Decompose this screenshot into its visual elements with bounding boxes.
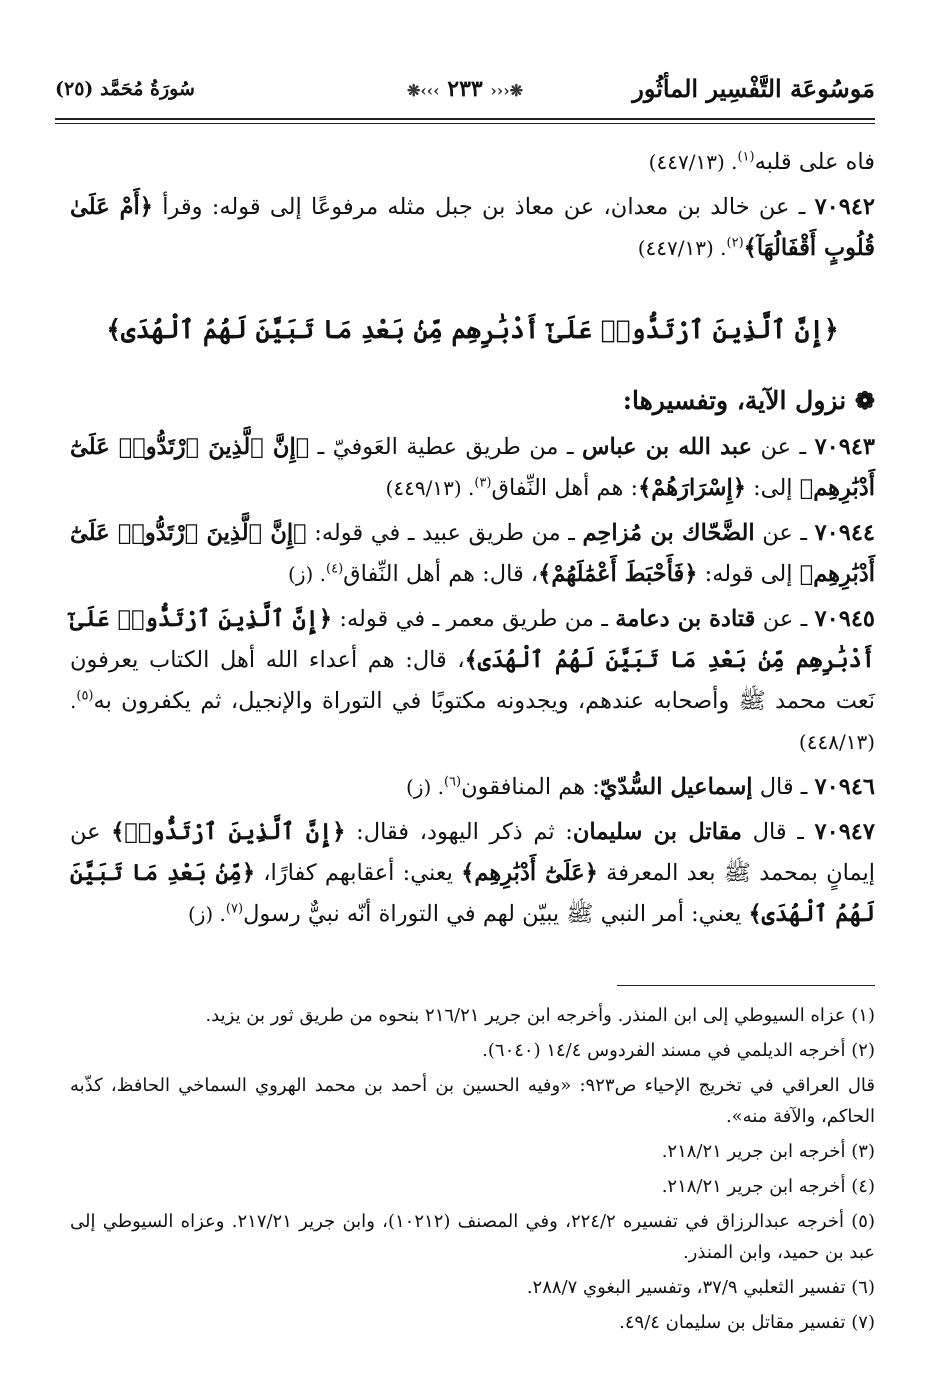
footnote: (٣) أخرجه ابن جرير ٢١٨/٢١. <box>661 1141 875 1162</box>
entry-text: ، قال: هم أعداء الله أهل الكتاب يعرفون نَعت محمد ﷺ وأصحابه عندهم، ويجدونه مكتوبًا في التوراة والإنجيل، ثم يكفرون به <box>70 647 875 714</box>
reference: . (٤٤٩/١٣) <box>385 476 475 500</box>
quran-quote: ﴿مِّنۢ بَعْدِ مَا تَبَيَّنَ لَهُمُ ٱلْهُدَى﴾ <box>70 860 875 927</box>
section-heading <box>70 380 875 421</box>
entry-text: ـ من طريق عطية العَوفيّ ـ <box>309 434 583 460</box>
narrator-name: عبد الله بن عباس <box>582 434 753 460</box>
entry-number: ٧٠٩٤٣ <box>814 434 876 460</box>
quran-quote: ﴿إِسْرَارَهُمْ﴾ <box>638 475 746 501</box>
entry-70943 <box>70 427 875 509</box>
reference: . (ز) <box>187 902 226 926</box>
narrator-name: مقاتل بن سليمان <box>572 819 742 845</box>
ornament-icon: ❋‹‹‹ <box>490 81 524 100</box>
footnote-marker: (٥) <box>76 688 94 704</box>
entry-text: ـ قال <box>742 819 815 845</box>
quran-quote: ﴿إِنَّ ٱلَّذِينَ ٱرْتَدُّوا۟ عَلَىٰٓ أَدْبَٰرِهِم مِّنۢ بَعْدِ مَا تَبَيَّنَ لَهُمُ ٱلْهُدَى﴾ <box>70 606 875 673</box>
entry-text: ـ عن خالد بن معدان، عن معاذ بن جبل مثله مرفوعًا إلى قوله: وقرأ <box>152 194 815 220</box>
quran-quote: ﴿عَلَىٰٓ أَدْبَٰرِهِم﴾ <box>461 860 598 886</box>
surah-name: سُورَةُ مُحَمَّد (٢٥) <box>55 78 195 100</box>
entry-text: ـ عن <box>755 606 815 632</box>
entry-text: ـ عن <box>752 434 815 460</box>
footnote: قال العراقي في تخريج الإحياء ص٩٢٣: «وفيه الحسين بن أحمد بن محمد الهروي السماخي الحافظ، كذّبه الحاكم، والآفة منه». <box>70 1075 875 1127</box>
quran-quote: ﴿إِنَّ ٱلَّذِينَ ٱرْتَدُّوا۟ عَلَىٰٓ أَدْبَٰرِهِم﴾ <box>70 520 875 587</box>
narrator-name: الضَّحّاك بن مُزاحِم <box>582 520 755 546</box>
footnote-marker: (٢) <box>726 235 744 251</box>
ayah-heading: ﴿إِنَّ ٱلَّذِينَ ٱرْتَدُّوا۟ عَلَىٰٓ أَدْبَٰرِهِم مِّنۢ بَعْدِ مَا تَبَيَّنَ لَهُمُ ٱلْهُدَى﴾ <box>106 315 839 344</box>
quran-quote: ﴿فَأَحْبَطَ أَعْمَٰلَهُمْ﴾ <box>538 561 698 587</box>
entry-text: إلى: <box>745 475 800 501</box>
quran-quote: ﴿إِنَّ ٱلَّذِينَ ٱرْتَدُّوا۟﴾ <box>111 819 346 845</box>
footnote-rule <box>617 985 875 986</box>
footnote: (٦) تفسير الثعلبي ٣٧/٩، وتفسير البغوي ٢٨٨/٧. <box>526 1277 875 1298</box>
main-text <box>70 142 875 939</box>
reference: . (٤٤٨/١٣) <box>70 689 875 754</box>
entry-text: ـ عن <box>754 520 815 546</box>
entry-number: ٧٠٩٤٧ <box>814 819 875 845</box>
footnote: (٤) أخرجه ابن جرير ٢١٨/٢١. <box>661 1176 875 1197</box>
entry-text: عن إيمانٍ بمحمد ﷺ بعد المعرفة <box>70 819 876 886</box>
quran-quote: ﴿أَمْ عَلَىٰ قُلُوبٍ أَقْفَالُهَآ﴾ <box>70 194 875 261</box>
section-title: نزول الآية، وتفسيرها: <box>622 386 847 415</box>
footnote-marker: (١) <box>737 149 755 165</box>
entry-70945 <box>70 599 875 763</box>
continued-paragraph <box>70 142 875 183</box>
flower-icon: ❁ <box>854 386 875 415</box>
entry-number: ٧٠٩٤٦ <box>814 774 875 800</box>
footnote: (١) عزاه السيوطي إلى ابن المنذر. وأخرجه ابن جرير ٢١٦/٢١ بنحوه من طريق ثور بن يزيد. <box>205 1005 875 1026</box>
footnote: (٥) أخرجه عبدالرزاق في تفسيره ٢٢٤/٢، وفي المصنف (١٠٢١٢)، وابن جرير ٢١٧/٢١. وعزاه السيوطي إلى عبد بن حميد، وابن المنذر. <box>70 1211 875 1263</box>
footnote: (٢) أخرجه الديلمي في مسند الفردوس ١٤/٤ (٦٠٤٠). <box>482 1040 875 1061</box>
entry-number: ٧٠٩٤٤ <box>814 520 875 546</box>
entry-70947 <box>70 812 875 935</box>
entry-text: ـ قال <box>752 774 815 800</box>
narrator-name: إسماعيل السُّدّيّ <box>599 774 753 800</box>
entry-70942 <box>70 187 875 269</box>
entry-text: إلى قوله: <box>697 561 800 587</box>
page-number: ٢٣٣ <box>447 76 483 102</box>
entry-text: يعني: أعقابهم كفارًا، <box>255 860 462 886</box>
entry-number: ٧٠٩٤٢ <box>814 194 875 220</box>
entry-text: : هم أهل النِّفاق <box>491 475 639 501</box>
reference: . (ز) <box>288 562 326 586</box>
footnote-marker: (٤) <box>326 561 344 577</box>
entry-text: : ثم ذكر اليهود، فقال: <box>345 819 573 845</box>
page-header <box>55 70 875 114</box>
ornament-icon: ›››❋ <box>406 81 440 100</box>
header-rule <box>55 118 875 120</box>
footnotes <box>70 1000 875 1342</box>
entry-70944 <box>70 513 875 595</box>
entry-text: : هم المنافقون <box>461 774 600 800</box>
quran-quote: ﴿إِنَّ ٱلَّذِينَ ٱرْتَدُّوا۟ عَلَىٰٓ أَدْبَٰرِهِم﴾ <box>70 434 875 501</box>
reference: . (٤٤٧/١٣) <box>637 236 727 260</box>
entry-text: فاه على قلبه <box>754 149 875 175</box>
entry-text: ـ من طريق معمر ـ في قوله: <box>332 606 616 632</box>
footnote-marker: (٣) <box>474 475 492 491</box>
narrator-name: قتادة بن دعامة <box>615 606 756 632</box>
page-number-wrap <box>407 76 523 102</box>
reference: . (ز) <box>405 775 444 799</box>
footnote-marker: (٧) <box>225 901 244 917</box>
entry-text: يعني: أمر النبي ﷺ يبيّن لهم في التوراة أنّه نبيٌّ رسول <box>243 901 749 927</box>
entry-number: ٧٠٩٤٥ <box>814 606 875 632</box>
entry-text: ـ من طريق عبيد ـ في قوله: <box>306 520 583 546</box>
book-title: مَوسُوعَة التَّفْسِير المأثُور <box>632 74 875 103</box>
reference: . (٤٤٧/١٣) <box>648 150 738 174</box>
entry-text: ، قال: هم أهل النِّفاق <box>343 561 539 587</box>
footnote: (٧) تفسير مقاتل بن سليمان ٤٩/٤. <box>619 1312 875 1333</box>
entry-70946 <box>70 767 875 808</box>
header-rule <box>55 123 875 124</box>
footnote-marker: (٦) <box>443 774 462 790</box>
